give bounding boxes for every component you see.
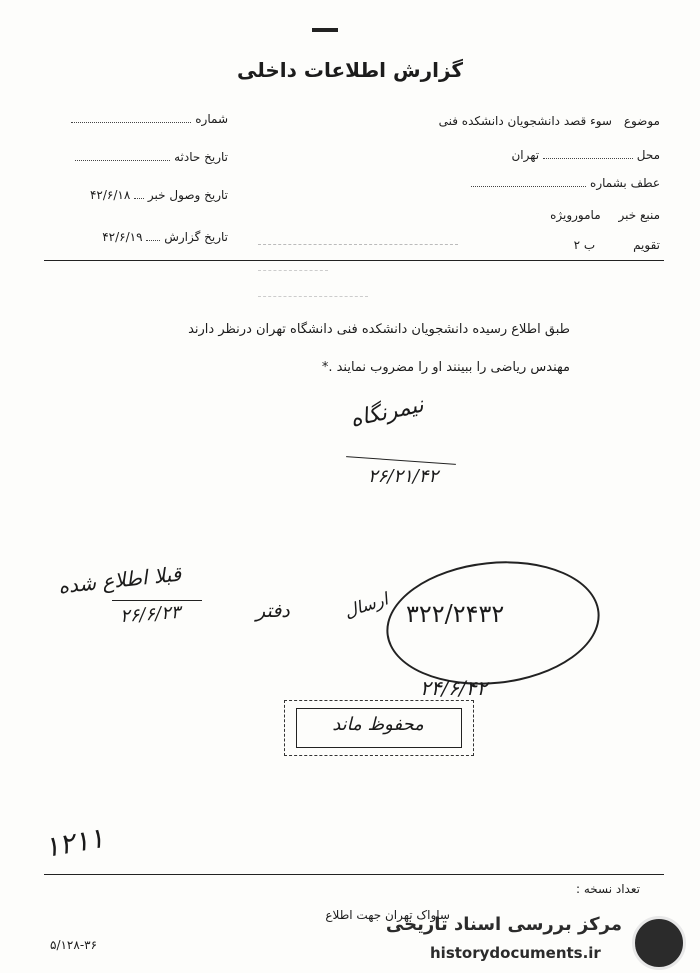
source-value: مامورویژه xyxy=(550,208,601,222)
watermark-url: historydocuments.ir xyxy=(430,944,601,962)
report-date-label: تاریخ گزارش xyxy=(164,230,228,244)
rating-label: تقویم xyxy=(633,238,660,252)
oval-number: ۳۲۲/۲۴۳۲ xyxy=(406,600,505,628)
signature-date: ۲۶/۲۱/۴۲ xyxy=(368,466,439,487)
faint-marks-3 xyxy=(258,296,368,297)
faint-marks-2 xyxy=(258,270,328,271)
footer-divider xyxy=(44,874,664,875)
receipt-date-dots xyxy=(134,198,144,199)
receipt-date-label: تاریخ وصول خبر xyxy=(147,188,228,202)
signature-underline xyxy=(346,456,456,465)
report-date-field xyxy=(36,230,228,244)
incident-date-dots xyxy=(75,160,170,161)
rating-field xyxy=(574,238,660,252)
middle-note: دفتر xyxy=(256,600,290,622)
watermark-logo-icon xyxy=(632,916,686,970)
ref-dots xyxy=(471,186,586,187)
ref-field xyxy=(471,176,660,190)
place-dots xyxy=(543,158,633,159)
body-line-2: مهندس ریاضی را ببینند او را مضروب نمایند .* xyxy=(321,360,570,375)
watermark-org: مرکز بررسی اسناد تاریخی xyxy=(385,914,622,935)
body-line-1: طبق اطلاع رسیده دانشجویان دانشکده فنی دانشگاه تهران درنظر دارند xyxy=(188,322,570,337)
left-note: قبلا اطلاع شده xyxy=(57,561,183,599)
left-underline xyxy=(112,600,202,601)
number-dots xyxy=(71,122,191,123)
report-title: گزارش اطلاعات داخلی xyxy=(236,58,464,82)
rating-value: ب ۲ xyxy=(573,238,596,252)
place-label: محل xyxy=(636,148,660,162)
place-value: تهران xyxy=(511,148,540,162)
faint-marks-1 xyxy=(258,244,458,245)
number-field xyxy=(52,112,228,126)
bottom-left-mark: ۱۲۱۱ xyxy=(41,821,107,864)
report-date-value: ۴۲/۶/۱۹ xyxy=(102,230,143,244)
document-code: ۵/۱۲۸-۳۶ xyxy=(50,938,98,952)
report-date-dots xyxy=(146,240,160,241)
subject-label: موضوع xyxy=(623,114,660,128)
receipt-date-field xyxy=(36,188,228,202)
subject-value: سوء قصد دانشجویان دانشکده فنی xyxy=(438,114,612,128)
copies-value: ساواک تهران جهت اطلاع xyxy=(325,908,450,922)
filed-stamp-text: محفوظ ماند xyxy=(332,714,424,735)
incident-date-label: تاریخ حادثه xyxy=(174,150,228,164)
top-mark xyxy=(312,28,338,32)
number-label: شماره xyxy=(195,112,228,126)
incident-date-field xyxy=(52,150,228,164)
ref-label: عطف بشماره xyxy=(590,176,660,190)
source-label: منبع خبر xyxy=(618,208,660,222)
date-under-oval: ۲۴/۶/۴۲ xyxy=(420,676,488,700)
left-date: ۲۶/۶/۲۳ xyxy=(119,601,182,628)
signature-note: نیمرنگاه xyxy=(348,392,426,433)
middle-note-2: ارسال xyxy=(342,589,391,623)
source-field xyxy=(550,208,660,222)
copies-label: تعداد نسخه : xyxy=(575,882,640,896)
header-divider xyxy=(44,260,664,261)
subject-field xyxy=(439,114,660,128)
receipt-date-value: ۴۲/۶/۱۸ xyxy=(89,188,131,202)
place-field xyxy=(511,148,660,162)
